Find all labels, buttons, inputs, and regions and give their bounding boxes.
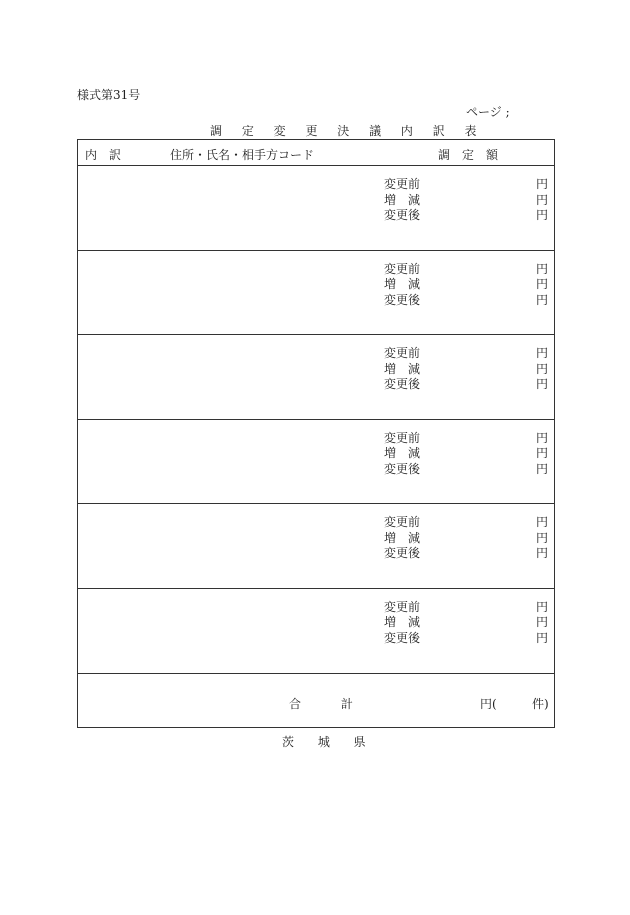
yen-change: 円 — [535, 361, 548, 376]
yen-change: 円 — [535, 277, 548, 291]
yen-units — [536, 177, 548, 224]
amount-labels — [384, 431, 420, 478]
label-change: 増 減 — [384, 615, 421, 629]
row-divider — [78, 334, 554, 335]
header-amount: 調 定 額 — [438, 148, 499, 162]
label-before: 変更前 — [384, 599, 421, 614]
row-divider — [78, 588, 554, 589]
yen-after: 円 — [535, 208, 548, 222]
total-divider — [78, 673, 554, 674]
amount-labels — [384, 177, 420, 224]
total-count: 件) — [532, 697, 549, 711]
yen-before: 円 — [535, 430, 548, 445]
document-title: 調 定 変 更 決 議 内 訳 表 — [210, 124, 485, 138]
yen-change: 円 — [535, 615, 548, 629]
amount-labels — [384, 262, 420, 309]
label-after: 変更後 — [384, 292, 421, 307]
label-change: 増 減 — [384, 277, 421, 291]
row-divider — [78, 503, 554, 504]
yen-change: 円 — [535, 446, 548, 460]
label-after: 変更後 — [384, 208, 421, 222]
label-before: 変更前 — [384, 261, 421, 276]
entry-row — [78, 250, 554, 335]
footer-organization: 茨 城 県 — [282, 735, 376, 749]
amount-labels — [384, 346, 420, 393]
page-label: ページ ; — [466, 105, 510, 119]
entry-row — [78, 419, 554, 504]
amount-labels — [384, 600, 420, 647]
yen-before: 円 — [535, 515, 548, 529]
label-after: 変更後 — [384, 377, 421, 391]
yen-after: 円 — [535, 461, 548, 476]
label-change: 増 減 — [384, 192, 421, 207]
yen-units — [536, 346, 548, 393]
yen-units — [536, 600, 548, 647]
yen-change: 円 — [535, 192, 548, 207]
yen-change: 円 — [535, 530, 548, 545]
row-divider — [78, 419, 554, 420]
total-yen: 円( — [480, 697, 497, 711]
entry-row — [78, 588, 554, 673]
yen-before: 円 — [535, 599, 548, 614]
yen-before: 円 — [535, 261, 548, 276]
yen-units — [536, 515, 548, 562]
form-number: 様式第31号 — [77, 88, 141, 102]
yen-after: 円 — [535, 546, 548, 560]
yen-before: 円 — [535, 346, 548, 360]
label-before: 変更前 — [384, 430, 421, 445]
label-after: 変更後 — [384, 546, 421, 560]
yen-before: 円 — [535, 177, 548, 191]
row-divider — [78, 250, 554, 251]
header-breakdown: 内 訳 — [85, 148, 122, 162]
label-change: 増 減 — [384, 530, 421, 545]
label-before: 変更前 — [384, 346, 421, 360]
label-after: 変更後 — [384, 630, 421, 645]
yen-after: 円 — [535, 630, 548, 645]
header-address: 住所・氏名・相手方コード — [170, 148, 315, 162]
label-change: 増 減 — [384, 446, 421, 460]
entry-row — [78, 165, 554, 250]
breakdown-table — [77, 139, 555, 728]
yen-after: 円 — [535, 377, 548, 391]
yen-units — [536, 262, 548, 309]
yen-after: 円 — [535, 292, 548, 307]
total-label: 合 計 — [289, 697, 371, 711]
yen-units — [536, 431, 548, 478]
label-before: 変更前 — [384, 177, 421, 191]
amount-labels — [384, 515, 420, 562]
entry-row — [78, 334, 554, 419]
label-before: 変更前 — [384, 515, 421, 529]
label-change: 増 減 — [384, 361, 421, 376]
entry-row — [78, 503, 554, 588]
label-after: 変更後 — [384, 461, 421, 476]
